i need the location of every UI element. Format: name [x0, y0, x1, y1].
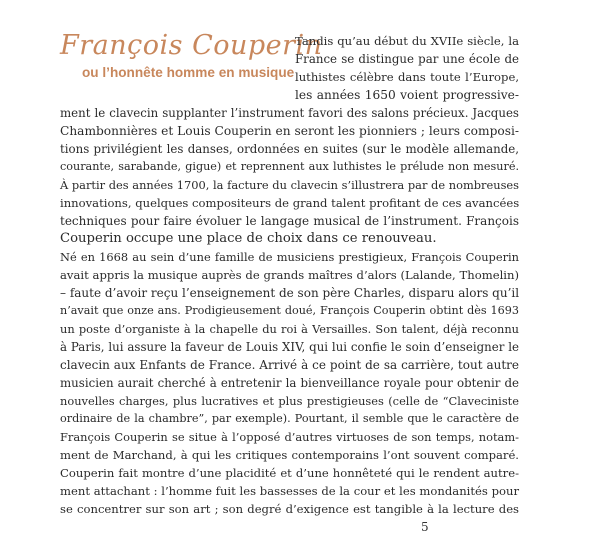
- body-line: nouvelles charges, plus lucratives et plus prestigieuses (celle de “Claveciniste: [60, 394, 519, 408]
- body-line: ment de Marchand, à qui les critiques contemporains l’ont souvent comparé.: [60, 448, 519, 462]
- body-line: n’avait que onze ans. Prodigieusement doué, François Couperin obtint dès 1693: [60, 304, 519, 317]
- body-line: ordinaire de la chambre”, par exemple). Pourtant, il semble que le caractère de: [60, 412, 519, 425]
- body-line: courante, sarabande, gigue) et reprennent aux luthistes le prélude non mesuré.: [60, 160, 519, 173]
- body-line: avait appris la musique auprès de grands maîtres d’alors (Lalande, Thomelin): [60, 268, 519, 282]
- body-line: clavecin aux Enfants de France. Arrivé à ce point de sa carrière, tout autre: [60, 358, 519, 372]
- body-line: innovations, quelques compositeurs de grand talent profitant de ces avancées: [60, 196, 520, 210]
- body-line: François Couperin se situe à l’opposé d’autres virtuoses de son temps, notam-: [60, 430, 519, 444]
- body-line: – faute d’avoir reçu l’enseignement de son père Charles, disparu alors qu’il: [60, 286, 520, 300]
- body-line: Couperin occupe une place de choix dans ce renouveau.: [60, 231, 437, 246]
- body-line: à Paris, lui assure la faveur de Louis XIV, qui lui confie le soin d’enseigner le: [60, 340, 519, 354]
- body-line: techniques pour faire évoluer le langage musical de l’instrument. François: [60, 214, 519, 228]
- body-line: tions privilégient les danses, ordonnées en suites (sur le modèle allemande,: [60, 142, 519, 156]
- body-line: Né en 1668 au sein d’une famille de musiciens prestigieux, François Couperin: [60, 250, 519, 264]
- page-title: François Couperin: [60, 30, 323, 61]
- body-line: Tandis qu’au début du XVIIe siècle, la: [295, 34, 519, 48]
- body-line: Couperin fait montre d’une placidité et d’une honnêteté qui le rendent autre-: [60, 466, 519, 480]
- body-line: ment le clavecin supplanter l’instrument favori des salons précieux. Jacques: [60, 106, 519, 120]
- body-line: luthistes célèbre dans toute l’Europe,: [295, 70, 519, 84]
- body-line: Chambonnières et Louis Couperin en seront les pionniers ; leurs composi-: [60, 124, 519, 138]
- page-number: 5: [421, 520, 429, 534]
- body-line: À partir des années 1700, la facture du clavecin s’illustrera par de nombreuses: [60, 178, 519, 192]
- page-subtitle: ou l’honnête homme en musique: [82, 65, 295, 80]
- body-line: les années 1650 voient progressive-: [295, 88, 519, 102]
- body-line: se concentrer sur son art ; son degré d’exigence est tangible à la lecture des: [60, 502, 519, 516]
- body-line: musicien aurait cherché à entretenir la bienveillance royale pour obtenir de: [60, 376, 519, 390]
- body-line: un poste d’organiste à la chapelle du roi à Versailles. Son talent, déjà reconnu: [60, 322, 519, 336]
- body-line: France se distingue par une école de: [295, 52, 519, 66]
- body-line: ment attachant : l’homme fuit les bassesses de la cour et les mondanités pour: [60, 484, 519, 498]
